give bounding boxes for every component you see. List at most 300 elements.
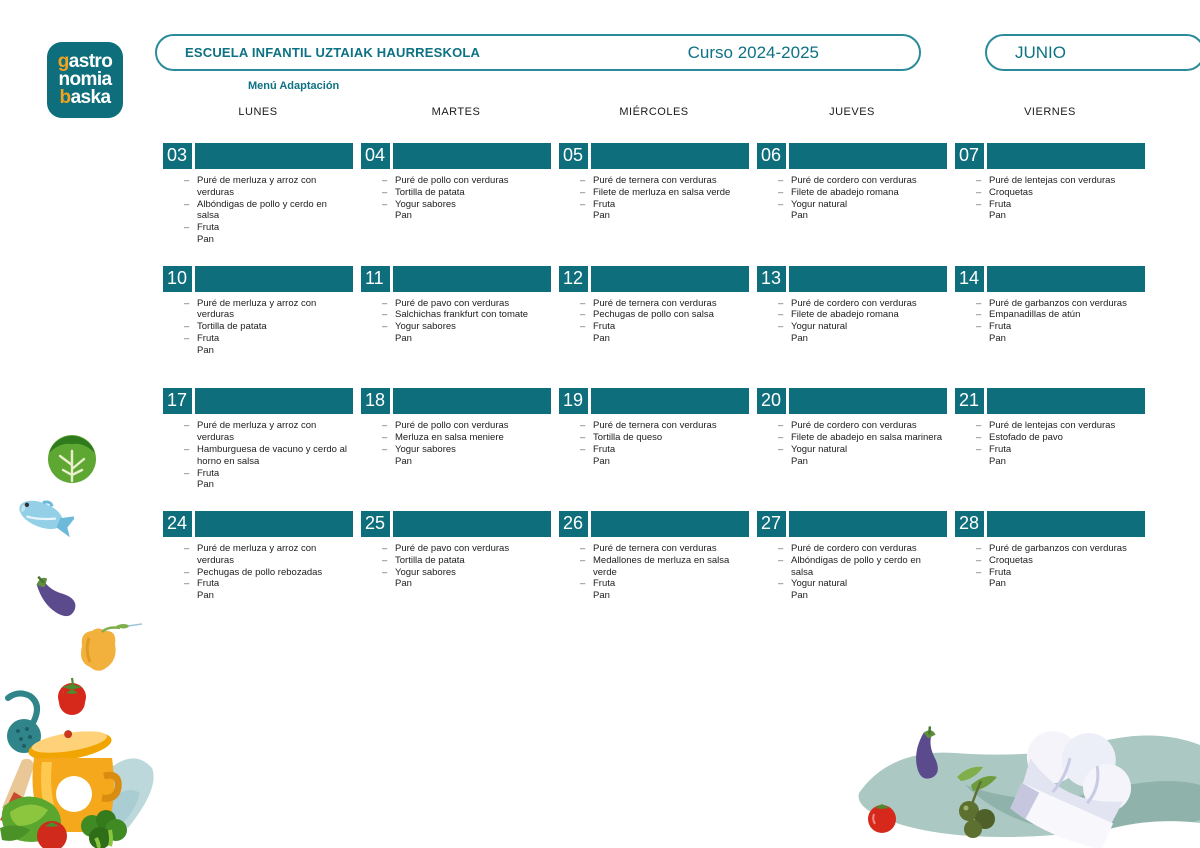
item-dash [184,479,197,491]
item-text: Puré de pavo con verduras [395,297,510,309]
item-text: Salchichas frankfurt con tomate [395,309,529,321]
item-text: Fruta [197,467,220,479]
menu-item [163,479,353,491]
day-cell [757,511,947,634]
item-text: Puré de merluza y arroz con verduras [197,543,317,566]
menu-item [361,420,551,432]
item-dash: – [382,198,388,210]
menu-item [955,333,1145,345]
item-dash: – [184,566,190,578]
menu-item [559,333,749,345]
item-text: Pan [791,590,808,602]
menu-items [757,298,947,345]
item-text: Fruta [197,222,220,234]
item-dash: – [778,420,784,432]
item-text: Yogur natural [791,578,848,590]
item-text: Fruta [989,443,1012,455]
item-dash: – [976,198,982,210]
date-bar [361,143,551,169]
menu-item [955,543,1145,555]
date-bar-fill [987,388,1145,414]
date-bar-fill [393,266,551,292]
date-bar-fill [789,511,947,537]
item-text: Pan [197,344,214,356]
menu-item [955,420,1145,432]
date-number: 07 [955,143,984,169]
item-text: Pan [593,333,610,345]
item-text: Puré de cordero con verduras [791,543,917,555]
date-bar-fill [789,388,947,414]
item-text: Tortilla de patata [395,554,465,566]
cooking-pot-illustration [0,688,165,848]
menu-items [757,175,947,222]
item-text: Puré de garbanzos con verduras [989,543,1127,555]
date-number: 18 [361,388,390,414]
menu-item [559,309,749,321]
item-text: Puré de pollo con verduras [395,420,509,432]
item-dash: – [976,420,982,432]
item-dash: – [184,543,190,555]
date-bar-fill [195,143,353,169]
item-dash [778,456,791,468]
item-text: Pan [593,590,610,602]
item-text: Yogur sabores [395,198,456,210]
item-text: Albóndigas de pollo y cerdo en salsa [197,198,327,222]
date-number: 06 [757,143,786,169]
weekday-label-jueves: JUEVES [829,106,875,118]
item-text: Pan [395,455,412,467]
menu-items [559,420,749,467]
calendar-grid [163,143,1145,634]
item-text: Puré de merluza y arroz con verduras [197,175,317,198]
menu-item [757,444,947,456]
menu-item [559,175,749,187]
menu-item [757,321,947,333]
item-text: Estofado de pavo [989,432,1063,444]
item-text: Pechugas de pollo con salsa [593,309,714,321]
item-text: Puré de garbanzos con verduras [989,297,1127,309]
date-bar [559,388,749,414]
menu-item [559,298,749,310]
menu-item [163,298,353,322]
item-text: Puré de cordero con verduras [791,420,917,432]
menu-type-label: Menú Adaptación [248,80,340,92]
menu-item [757,309,947,321]
item-text: Puré de merluza y arroz con verduras [197,420,317,444]
item-dash: – [580,175,586,186]
date-bar [163,143,353,169]
item-dash [580,333,593,345]
menu-item [757,298,947,310]
date-bar-fill [987,143,1145,169]
menu-item [163,578,353,590]
item-dash: – [778,578,784,590]
menu-items [163,420,353,491]
item-dash: – [580,321,586,333]
date-number: 26 [559,511,588,537]
item-text: Hamburguesa de vacuno y cerdo al horno en salsa [197,443,347,467]
item-dash: – [580,543,586,555]
item-dash: – [778,175,784,186]
date-number: 12 [559,266,588,292]
item-dash: – [184,297,190,309]
day-cell [559,266,749,389]
date-bar [757,388,947,414]
menu-item [955,187,1145,199]
item-text: Pan [989,578,1006,590]
menu-item [361,456,551,468]
menu-item [955,199,1145,211]
item-text: Puré de ternera con verduras [593,420,717,432]
date-number: 17 [163,388,192,414]
item-text: Puré de cordero con verduras [791,297,917,309]
item-text: Pan [989,455,1006,467]
menu-item [757,555,947,579]
item-dash: – [976,186,982,198]
weekday-label-viernes: VIERNES [1024,106,1076,118]
item-dash [778,590,791,602]
date-number: 21 [955,388,984,414]
item-dash: – [184,467,190,479]
menu-items [361,298,551,345]
day-cell [163,143,353,266]
date-number: 03 [163,143,192,169]
day-cell [757,143,947,266]
item-text: Albóndigas de pollo y cerdo en salsa [791,554,921,578]
item-dash: – [778,554,784,566]
item-dash: – [382,175,388,186]
menu-items [163,298,353,357]
item-text: Fruta [197,333,220,345]
menu-item [559,199,749,211]
date-number: 05 [559,143,588,169]
item-text: Yogur natural [791,198,848,210]
menu-item [955,567,1145,579]
item-text: Croquetas [989,554,1033,566]
item-dash: – [184,443,190,455]
day-cell [361,266,551,389]
item-dash [976,456,989,468]
menu-item [757,175,947,187]
item-text: Fruta [593,578,616,590]
menu-item [559,543,749,555]
item-text: Puré de pavo con verduras [395,543,510,555]
item-dash: – [778,198,784,210]
date-bar-fill [591,388,749,414]
item-text: Pan [197,590,214,602]
menu-item [955,456,1145,468]
menu-item [163,321,353,333]
item-text: Fruta [197,578,220,590]
chef-hat-swoosh-illustration [845,715,1200,848]
date-number: 13 [757,266,786,292]
item-text: Pan [395,578,412,590]
menu-item [559,456,749,468]
menu-item [559,420,749,432]
item-text: Puré de merluza y arroz con verduras [197,297,317,321]
date-bar [757,511,947,537]
date-bar [955,511,1145,537]
item-dash [184,234,197,246]
item-text: Fruta [593,443,616,455]
date-number: 04 [361,143,390,169]
item-dash: – [580,309,586,321]
date-bar-fill [195,511,353,537]
item-dash: – [778,321,784,333]
menu-item [361,187,551,199]
item-text: Filete de merluza en salsa verde [593,186,731,198]
item-dash: – [184,321,190,333]
date-bar [559,266,749,292]
item-dash [778,333,791,345]
item-dash [778,210,791,222]
item-dash: – [184,420,190,432]
item-text: Puré de cordero con verduras [791,175,917,186]
item-dash: – [778,443,784,455]
date-number: 11 [361,266,390,292]
menu-item [757,187,947,199]
date-number: 19 [559,388,588,414]
item-text: Tortilla de patata [197,321,267,333]
item-text: Pan [197,479,214,491]
weekday-label-lunes: LUNES [238,106,278,118]
item-text: Tortilla de queso [593,432,663,444]
item-dash: – [580,554,586,566]
item-dash: – [382,309,388,321]
item-dash: – [580,443,586,455]
item-text: Medallones de merluza en salsa verde [593,554,730,578]
item-text: Fruta [989,566,1012,578]
menu-item [361,543,551,555]
date-bar [955,143,1145,169]
menu-item [559,321,749,333]
date-bar-fill [987,511,1145,537]
item-dash: – [976,297,982,309]
item-text: Filete de abadejo romana [791,309,899,321]
menu-item [361,432,551,444]
menu-item [163,345,353,357]
menu-item [955,321,1145,333]
day-cell [757,388,947,511]
date-bar [757,143,947,169]
item-dash [382,333,395,345]
item-text: Filete de abadejo en salsa marinera [791,432,943,444]
date-bar [757,266,947,292]
date-bar-fill [591,143,749,169]
weekday-label-miercoles: MIÉRCOLES [619,106,689,118]
menu-item [559,210,749,222]
item-text: Fruta [593,198,616,210]
item-dash: – [580,198,586,210]
item-dash [184,345,197,357]
item-dash: – [580,432,586,444]
item-dash: – [382,297,388,309]
item-text: Puré de pollo con verduras [395,175,509,186]
date-bar-fill [789,143,947,169]
menu-item [955,555,1145,567]
menu-items [163,543,353,602]
item-dash [976,210,989,222]
date-bar [361,511,551,537]
item-text: Empanadillas de atún [989,309,1081,321]
item-dash: – [580,578,586,590]
day-cell [955,266,1145,389]
pepper-illustration [72,618,142,676]
item-dash: – [382,554,388,566]
menu-item [955,444,1145,456]
day-cell [163,388,353,511]
item-dash: – [976,175,982,186]
item-dash: – [976,321,982,333]
item-text: Pan [593,455,610,467]
date-number: 20 [757,388,786,414]
date-bar [163,388,353,414]
cabbage-illustration [46,431,98,485]
item-dash: – [976,566,982,578]
item-text: Yogur sabores [395,443,456,455]
menu-item [757,199,947,211]
item-dash [580,590,593,602]
date-bar [163,511,353,537]
item-dash: – [382,543,388,555]
logo-line-2: nomia [58,69,112,90]
date-bar [559,511,749,537]
item-dash: – [778,432,784,444]
menu-item [361,555,551,567]
eggplant-illustration [24,566,76,636]
item-dash: – [184,333,190,345]
date-bar-fill [393,511,551,537]
item-dash [580,456,593,468]
item-dash: – [184,222,190,234]
item-dash: – [580,297,586,309]
date-bar-fill [987,266,1145,292]
date-bar [955,388,1145,414]
item-dash: – [382,432,388,444]
menu-item [757,210,947,222]
item-dash: – [778,543,784,555]
menu-items [559,543,749,602]
date-number: 10 [163,266,192,292]
menu-items [559,298,749,345]
menu-item [163,234,353,246]
item-text: Pan [791,455,808,467]
item-dash: – [976,443,982,455]
menu-item [163,333,353,345]
menu-item [955,175,1145,187]
date-bar-fill [393,143,551,169]
weekday-header [163,106,1145,118]
menu-item [163,175,353,199]
item-dash: – [184,578,190,590]
item-text: Tortilla de patata [395,186,465,198]
menu-item [757,333,947,345]
school-name: ESCUELA INFANTIL UZTAIAK HAURRESKOLA [185,45,481,60]
item-dash [382,578,395,590]
day-cell [559,143,749,266]
menu-items [955,298,1145,345]
date-number: 27 [757,511,786,537]
menu-item [361,309,551,321]
item-dash: – [382,566,388,578]
date-bar [163,266,353,292]
item-text: Fruta [989,198,1012,210]
menu-item [955,578,1145,590]
item-text: Merluza en salsa meniere [395,432,504,444]
menu-item [559,432,749,444]
item-dash: – [184,175,190,186]
date-bar [559,143,749,169]
item-dash [976,333,989,345]
item-text: Pan [593,210,610,222]
item-dash: – [976,554,982,566]
menu-items [361,543,551,590]
item-dash: – [976,309,982,321]
menu-item [757,543,947,555]
menu-item [757,432,947,444]
date-bar-fill [591,511,749,537]
menu-item [361,444,551,456]
item-text: Puré de ternera con verduras [593,175,717,186]
date-bar-fill [789,266,947,292]
date-number: 25 [361,511,390,537]
menu-item [757,590,947,602]
day-cell [559,388,749,511]
day-cell [955,511,1145,634]
item-dash: – [580,186,586,198]
date-bar-fill [195,388,353,414]
day-cell [361,388,551,511]
item-text: Croquetas [989,186,1033,198]
item-dash: – [778,186,784,198]
item-text: Puré de lentejas con verduras [989,175,1116,186]
item-dash: – [976,432,982,444]
item-dash: – [778,309,784,321]
menu-item [361,567,551,579]
day-cell [559,511,749,634]
item-dash [184,590,197,602]
item-text: Yogur natural [791,443,848,455]
gastronomia-baska-logo [47,42,123,118]
item-dash [580,210,593,222]
item-dash: – [382,186,388,198]
day-cell [955,143,1145,266]
course-label: Curso 2024-2025 [687,42,819,62]
menu-item [955,432,1145,444]
item-dash [976,578,989,590]
menu-item [361,333,551,345]
item-text: Puré de ternera con verduras [593,297,717,309]
item-text: Yogur natural [791,321,848,333]
menu-item [955,309,1145,321]
item-text: Yogur sabores [395,321,456,333]
menu-item [361,210,551,222]
menu-item [559,187,749,199]
menu-item [757,456,947,468]
date-number: 14 [955,266,984,292]
menu-item [559,444,749,456]
date-bar [955,266,1145,292]
menu-items [955,175,1145,222]
item-text: Pan [197,233,214,245]
fish-illustration [12,490,74,552]
item-text: Yogur sabores [395,566,456,578]
day-cell [163,266,353,389]
menu-item [559,578,749,590]
item-dash: – [976,543,982,555]
item-text: Fruta [989,321,1012,333]
menu-item [163,468,353,480]
